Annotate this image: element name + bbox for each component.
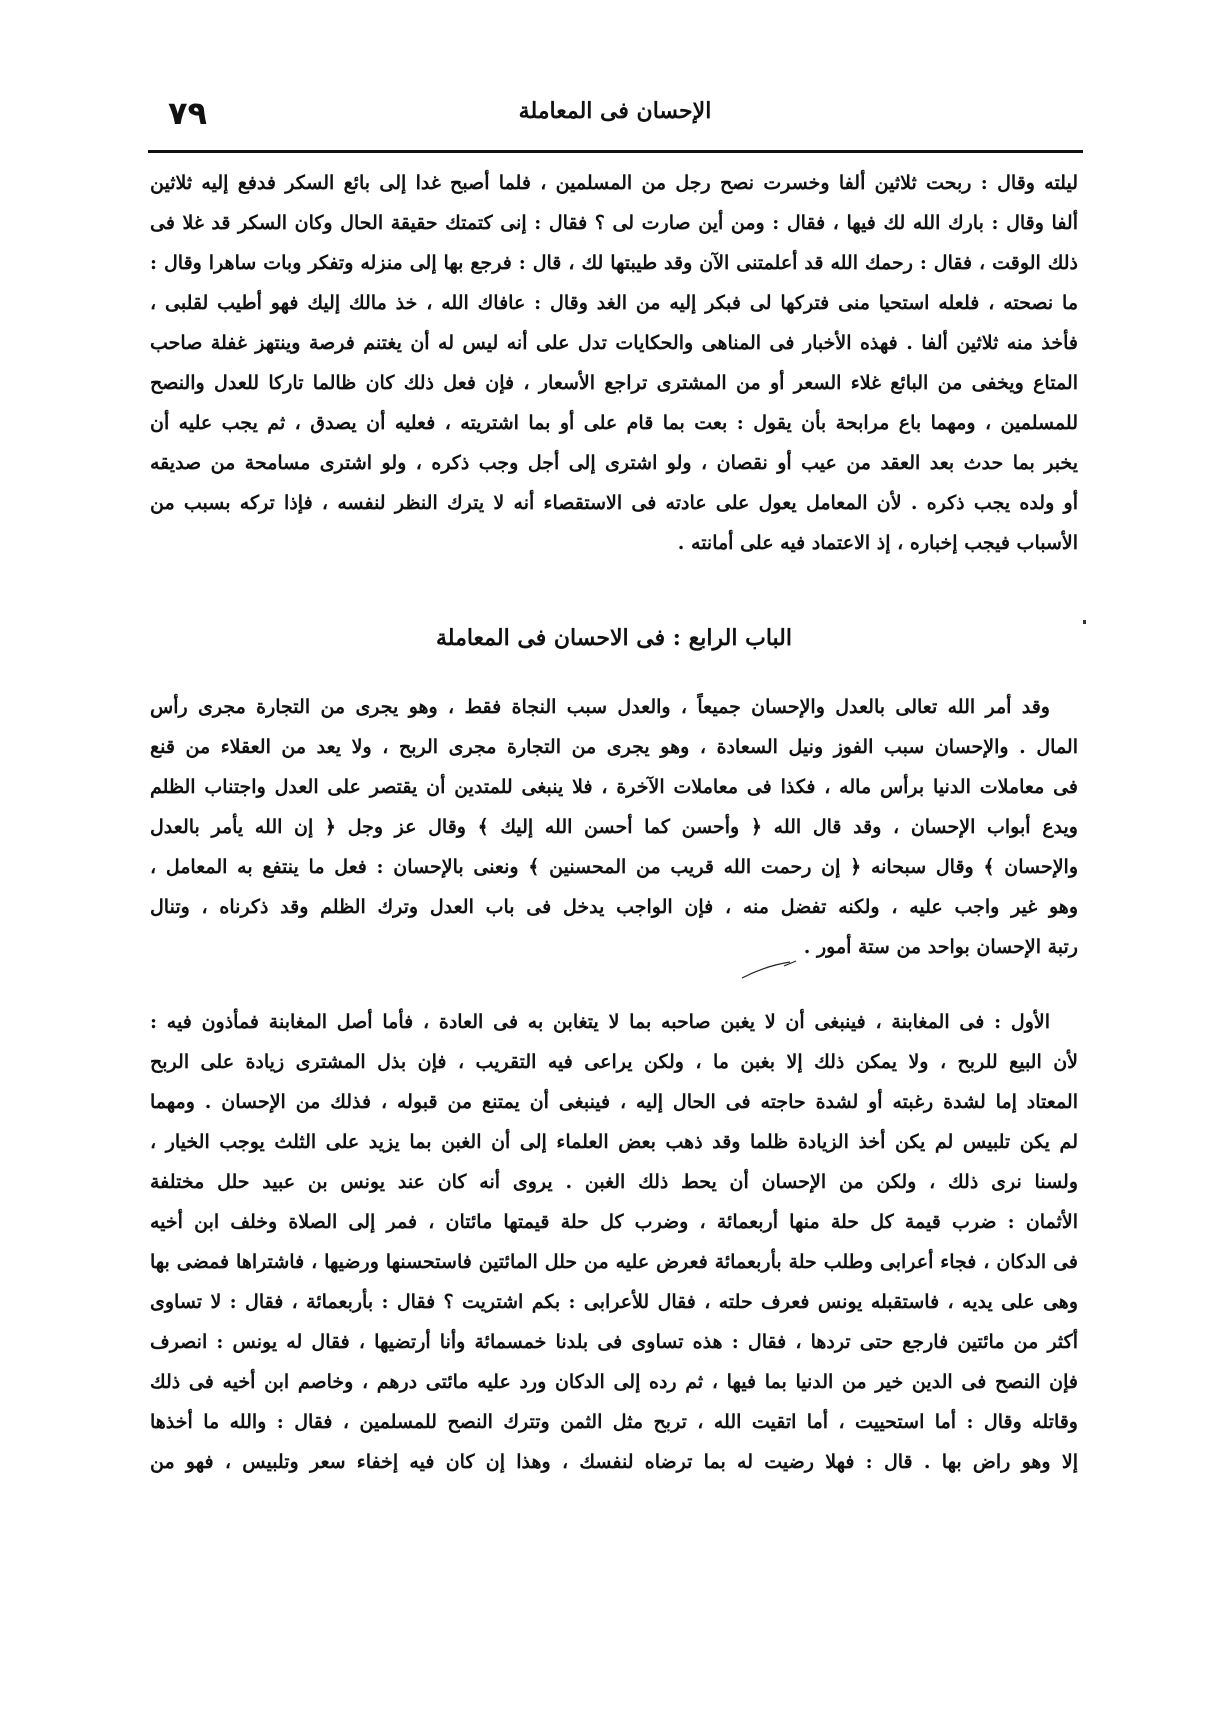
text-line: فى الدكان ، فجاء أعرابى وطلب حلة بأربعمائة فعرض عليه من حلل المائتين فاستحسنها ورضيها ، فاشتراها فمضى بها bbox=[150, 1251, 1078, 1273]
chapter-heading: الباب الرابع : فى الاحسان فى المعاملة bbox=[435, 625, 792, 651]
text-line: ما نصحته ، فلعله استحيا منى فتركها لى فبكر إليه من الغد وقال : عافاك الله ، خذ مالك إليك فهو أطيب لقلبى ، bbox=[150, 292, 1078, 314]
text-line: ليلته وقال : ربحت ثلاثين ألفا وخسرت نصح رجل من المسلمين ، فلما أصبح غدا إلى بائع السكر فدفع إليه ثلاثين bbox=[150, 172, 1078, 194]
text-line: وهو غير واجب عليه ، ولكنه تفضل منه ، فإن الواجب يدخل فى باب العدل وترك الظلم وقد ذكرناه ، وتنال bbox=[150, 896, 1078, 918]
text-line: أكثر من مائتين فارجع حتى تردها ، فقال : هذه تساوى فى بلدنا خمسمائة وأنا أرتضيها ، فقال له يونس : انصرف bbox=[150, 1331, 1078, 1353]
text-line: ألفا وقال : بارك الله لك فيها ، فقال : ومن أين صارت لى ؟ فقال : إنى كتمتك حقيقة الحال وكان السكر قد غلا فى bbox=[150, 212, 1078, 234]
text-line: وهى على يديه ، فاستقبله يونس فعرف حلته ، فقال للأعرابى : بكم اشتريت ؟ فقال : بأربعمائة ، فقال : لا تساوى bbox=[150, 1291, 1078, 1313]
page-number: ٧٩ bbox=[168, 94, 208, 132]
text-line: الأسباب فيجب إخباره ، إذ الاعتماد فيه على أمانته . bbox=[677, 532, 1078, 554]
text-line: المعتاد إما لشدة رغبته أو لشدة حاجته فى الحال إليه ، فينبغى أن يمتنع من قبوله ، فذلك من الإحسان . ومهما bbox=[150, 1091, 1078, 1113]
paragraph-first-matter bbox=[150, 1002, 1078, 1482]
page-header bbox=[150, 92, 1080, 142]
running-title: الإحسان فى المعاملة bbox=[518, 98, 712, 124]
text-line: الأول : فى المغابنة ، فينبغى أن لا يغبن صاحبه بما لا يتغابن به فى العادة ، فأما أصل المغابنة فمأذون فيه : bbox=[150, 1011, 1050, 1033]
margin-mark bbox=[1083, 620, 1086, 624]
text-line: ولسنا نرى ذلك ، ولكن من الإحسان أن يحط ذلك الغبن . يروى أنه كان عند يونس بن عبيد حلل مختلفة bbox=[150, 1171, 1078, 1193]
text-line: المتاع ويخفى من البائع غلاء السعر أو من المشترى تراجع الأسعار ، فإن فعل ذلك كان ظالما تاركا للعدل والنصح bbox=[150, 372, 1078, 394]
text-line: فإن النصح فى الدين خير من الدنيا بما فيها ، ثم رده إلى الدكان ورد عليه مائتى درهم ، وخاصم ابن أخيه فى ذلك bbox=[150, 1371, 1078, 1393]
text-line: ذلك الوقت ، فقال : رحمك الله قد أعلمتنى الآن وقد طيبتها لك ، قال : فرجع بها إلى منزله وتفكر وبات ساهرا وقال : bbox=[150, 252, 1078, 274]
text-line: ويدع أبواب الإحسان ، وقد قال الله ﴿ وأحسن كما أحسن الله إليك ﴾ وقال عز وجل ﴿ إن الله يأمر بالعدل bbox=[150, 816, 1078, 838]
header-rule bbox=[148, 150, 1083, 153]
text-line: إلا وهو راض بها . قال : فهلا رضيت له بما ترضاه لنفسك ، وهذا إن كان فيه إخفاء سعر وتلبيس ، فهو من bbox=[150, 1451, 1078, 1473]
text-line: رتبة الإحسان بواحد من ستة أمور . bbox=[803, 936, 1078, 958]
paragraph-continuation bbox=[150, 163, 1078, 563]
text-line: لأن البيع للربح ، ولا يمكن ذلك إلا بغبن ما ، ولكن يراعى فيه التقريب ، فإن بذل المشترى زيادة على الربح bbox=[150, 1051, 1078, 1073]
text-line: وقاتله وقال : أما استحييت ، أما اتقيت الله ، تربح مثل الثمن وتترك النصح للمسلمين ، فقال : والله ما أخذها bbox=[150, 1411, 1078, 1433]
paragraph-chapter-intro bbox=[150, 687, 1078, 967]
text-line: للمسلمين ، ومهما باع مرابحة بأن يقول : بعت بما قام على أو بما اشتريته ، فعليه أن يصدق ، ثم يجب عليه أن bbox=[150, 412, 1078, 434]
text-line: فى معاملات الدنيا برأس ماله ، فكذا فى معاملات الآخرة ، فلا ينبغى للمتدين أن يقتصر على العدل واجتناب الظلم bbox=[150, 776, 1078, 798]
text-line: يخبر بما حدث بعد العقد من عيب أو نقصان ، ولو اشترى إلى أجل وجب ذكره ، ولو اشترى مسامحة من صديقه bbox=[150, 452, 1078, 474]
text-line: لم يكن تلبيس لم يكن أخذ الزيادة ظلما وقد ذهب بعض العلماء إلى أن الغبن بما يزيد على الثلث يوجب الخيار ، bbox=[150, 1131, 1078, 1153]
text-line: أو ولده يجب ذكره . لأن المعامل يعول على عادته فى الاستقصاء أنه لا يترك النظر لنفسه ، فإذا تركه بسبب من bbox=[150, 492, 1078, 514]
text-line: والإحسان ﴾ وقال سبحانه ﴿ إن رحمت الله قريب من المحسنين ﴾ ونعنى بالإحسان : فعل ما ينتفع به المعامل ، bbox=[150, 856, 1078, 878]
text-line: المال . والإحسان سبب الفوز ونيل السعادة ، وهو يجرى من التجارة مجرى الربح ، ولا يعد من العقلاء من قنع bbox=[150, 736, 1078, 758]
text-line: فأخذ منه ثلاثين ألفا . فهذه الأخبار فى المناهى والحكايات تدل على أنه ليس له أن يغتنم فرصة وينتهز غفلة صاحب bbox=[150, 332, 1078, 354]
pen-mark-icon bbox=[740, 960, 800, 980]
text-line: وقد أمر الله تعالى بالعدل والإحسان جميعاً ، والعدل سبب النجاة فقط ، وهو يجرى من التجارة مجرى رأس bbox=[150, 696, 1050, 718]
text-line: الأثمان : ضرب قيمة كل حلة منها أربعمائة ، وضرب كل حلة قيمتها مائتان ، فمر إلى الصلاة وخلف ابن أخيه bbox=[150, 1211, 1078, 1233]
